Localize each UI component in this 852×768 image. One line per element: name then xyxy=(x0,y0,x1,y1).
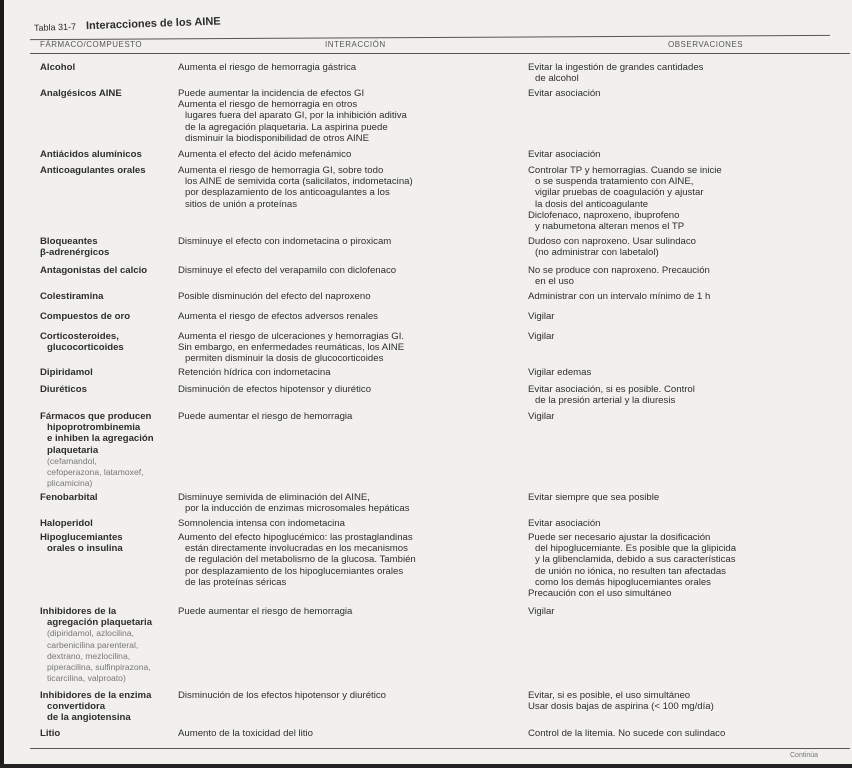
observations-cell xyxy=(528,384,695,406)
cell-line: Hipoglucemiantes xyxy=(40,532,123,543)
cell-line: Disminuye el efecto del verapamilo con diclofenaco xyxy=(178,265,397,276)
drug-cell xyxy=(40,291,103,302)
interaction-cell xyxy=(178,165,413,210)
scan-left-edge xyxy=(0,0,4,768)
observations-cell xyxy=(528,265,710,287)
cell-line: Diclofenaco, naproxeno, ibuprofeno xyxy=(528,209,680,221)
scan-bottom-edge xyxy=(0,764,852,768)
drug-cell xyxy=(40,728,60,739)
drug-cell xyxy=(40,88,122,99)
cell-line: piperacilina, sulfinpirazona, xyxy=(47,662,151,673)
drug-cell xyxy=(40,236,109,258)
cell-line: Evitar asociación xyxy=(528,518,601,529)
table-title-text: Interacciones de los AINE xyxy=(85,15,221,33)
cell-line: Fármacos que producen xyxy=(40,411,152,422)
cell-line: Haloperidol xyxy=(40,518,93,529)
drug-cell xyxy=(40,606,152,684)
observations-cell xyxy=(528,311,555,322)
cell-line: de alcohol xyxy=(535,73,579,85)
header-observations: OBSERVACIONES xyxy=(668,40,744,49)
cell-line: Precaución con el uso simultáneo xyxy=(528,588,672,600)
cell-line: de la presión arterial y la diuresis xyxy=(535,395,676,407)
cell-line: Vigilar xyxy=(528,411,555,422)
drug-cell xyxy=(40,384,87,395)
cell-line: de regulación del metabolismo de la glucosa. También xyxy=(185,554,416,566)
observations-cell xyxy=(528,606,555,617)
cell-line: los AINE de semivida corta (salicilatos, indometacina) xyxy=(185,176,413,188)
observations-cell xyxy=(528,88,601,99)
cell-line: Disminución de efectos hipotensor y diurético xyxy=(178,384,372,395)
cell-line: permiten disminuir la dosis de glucocorticoides xyxy=(185,353,384,365)
cell-line: Inhibidores de la enzima xyxy=(40,690,152,701)
cell-line: Dipiridamol xyxy=(40,367,93,378)
observations-cell xyxy=(528,62,703,84)
cell-line: cefoperazona, latamoxef, xyxy=(47,467,144,478)
drug-cell xyxy=(40,165,146,176)
cell-line: Corticosteroides, xyxy=(40,331,119,342)
cell-line: de la angiotensina xyxy=(47,712,131,724)
cell-line: Aumenta el riesgo de efectos adversos renales xyxy=(178,311,378,322)
drug-cell xyxy=(40,411,154,489)
interaction-cell xyxy=(178,411,352,422)
cell-line: e inhiben la agregación xyxy=(47,433,154,445)
interaction-cell xyxy=(178,532,416,588)
cell-line: Litio xyxy=(40,728,61,739)
cell-line: están directamente involucradas en los mecanismos xyxy=(185,543,408,555)
cell-line: Inhibidores de la xyxy=(40,606,117,617)
cell-line: lugares fuera del aparato GI, por la inhibición aditiva xyxy=(185,110,407,122)
drug-cell xyxy=(40,690,151,724)
table-title xyxy=(34,15,221,34)
cell-line: Disminuye semivida de eliminación del AINE, xyxy=(178,492,370,503)
cell-line: Aumenta el riesgo de hemorragia en otros xyxy=(178,99,358,111)
cell-line: convertidora xyxy=(47,701,106,713)
drug-cell xyxy=(40,532,123,554)
cell-line: como los demás hipoglucemiantes orales xyxy=(535,576,711,588)
observations-cell xyxy=(528,331,555,342)
cell-line: Evitar asociación xyxy=(528,88,601,99)
cell-line: Puede ser necesario ajustar la dosificación xyxy=(528,532,711,543)
cell-line: Vigilar xyxy=(528,311,555,322)
cell-line: por desplazamiento de los anticoagulantes a los xyxy=(185,187,390,199)
cell-line: Sin embargo, en enfermedades reumáticas, los AINE xyxy=(178,342,405,354)
cell-line: Disminución de los efectos hipotensor y diurético xyxy=(178,690,386,701)
cell-line: Aumenta el riesgo de hemorragia GI, sobre todo xyxy=(178,165,384,176)
cell-line: por desplazamiento de los hipoglucemiantes orales xyxy=(185,565,404,577)
cell-line: Vigilar xyxy=(528,606,555,617)
cell-line: Antiácidos alumínicos xyxy=(40,149,142,160)
cell-line: por la inducción de enzimas microsomales hepáticas xyxy=(185,503,410,515)
bottom-rule xyxy=(30,748,850,749)
cell-line: del hipoglucemiante. Es posible que la glipicida xyxy=(535,543,737,555)
cell-line: glucocorticoides xyxy=(47,342,124,354)
cell-line: (cefamandol, xyxy=(47,455,97,466)
header-rule xyxy=(30,53,850,54)
cell-line: Alcohol xyxy=(40,62,76,73)
cell-line: en el uso xyxy=(535,276,574,288)
interaction-cell xyxy=(178,492,410,514)
observations-cell xyxy=(528,492,659,503)
observations-cell xyxy=(528,690,714,712)
cell-line: Aumento de la toxicidad del litio xyxy=(178,728,313,739)
cell-line: Puede aumentar la incidencia de efectos GI xyxy=(178,88,365,99)
cell-line: Dudoso con naproxeno. Usar sulindaco xyxy=(528,236,696,247)
cell-line: sitios de unión a proteínas xyxy=(185,198,298,210)
cell-line: la dosis del anticoagulante xyxy=(535,198,649,210)
interaction-cell xyxy=(178,265,396,276)
cell-line: Aumenta el efecto del ácido mefenámico xyxy=(178,149,352,160)
observations-cell xyxy=(528,518,601,529)
cell-line: Anticoagulantes orales xyxy=(40,165,146,176)
cell-line: Retención hídrica con indometacina xyxy=(178,367,331,378)
cell-line: Evitar asociación, si es posible. Control xyxy=(528,384,695,395)
observations-cell xyxy=(528,291,710,302)
cell-line: Controlar TP y hemorragias. Cuando se inicie xyxy=(528,165,722,176)
header-interaction: INTERACCIÓN xyxy=(325,40,386,49)
cell-line: Puede aumentar el riesgo de hemorragia xyxy=(178,606,353,617)
interaction-cell xyxy=(178,62,356,73)
cell-line: Colestiramina xyxy=(40,291,104,302)
drug-cell xyxy=(40,265,147,276)
interaction-cell xyxy=(178,367,331,378)
cell-line: Vigilar edemas xyxy=(528,367,592,378)
cell-line: plaquetaria xyxy=(47,444,99,456)
cell-line: dextrano, mezlocilina, xyxy=(47,650,131,661)
cell-line: Posible disminución del efecto del naproxeno xyxy=(178,291,371,302)
cell-line: No se produce con naproxeno. Precaución xyxy=(528,265,710,276)
observations-cell xyxy=(528,367,591,378)
interaction-cell xyxy=(178,149,351,160)
cell-line: o se suspenda tratamiento con AINE, xyxy=(535,176,694,188)
cell-line: carbenicilina parenteral, xyxy=(47,639,139,650)
cell-line: de la agregación plaquetaria. La aspirina puede xyxy=(185,121,388,133)
cell-line: Evitar siempre que sea posible xyxy=(528,492,660,503)
cell-line: Compuestos de oro xyxy=(40,311,131,322)
interaction-cell xyxy=(178,728,313,739)
interaction-cell xyxy=(178,331,404,365)
cell-line: Puede aumentar el riesgo de hemorragia xyxy=(178,411,353,422)
observations-cell xyxy=(528,236,696,258)
cell-line: Control de la litemia. No sucede con sulindaco xyxy=(528,728,726,739)
interaction-cell xyxy=(178,311,378,322)
drug-cell xyxy=(40,367,93,378)
cell-line: orales o insulina xyxy=(47,543,123,555)
cell-line: Bloqueantes xyxy=(40,236,98,247)
observations-cell xyxy=(528,149,601,160)
observations-cell xyxy=(528,165,722,232)
cell-line: Administrar con un intervalo mínimo de 1 h xyxy=(528,291,711,302)
observations-cell xyxy=(528,411,555,422)
cell-line: Diuréticos xyxy=(40,384,87,395)
cell-line: (dipiridamol, azlocilina, xyxy=(47,628,134,639)
interaction-cell xyxy=(178,384,371,395)
cell-line: de las proteínas séricas xyxy=(185,576,287,588)
cell-line: plicamicina) xyxy=(47,478,93,489)
cell-line: disminuir la biodisponibilidad de otros AINE xyxy=(185,132,369,144)
drug-cell xyxy=(40,149,142,160)
header-drug: FÁRMACO/COMPUESTO xyxy=(40,40,143,49)
drug-cell xyxy=(40,331,124,353)
drug-cell xyxy=(40,62,75,73)
cell-line: ticarcilina, valproato) xyxy=(47,673,126,684)
cell-line: Evitar asociación xyxy=(528,149,601,160)
cell-line: Aumenta el riesgo de hemorragia gástrica xyxy=(178,62,357,73)
cell-line: β-adrenérgicos xyxy=(40,247,110,259)
interaction-cell xyxy=(178,518,345,529)
cell-line: (no administrar con labetalol) xyxy=(535,247,659,259)
cell-line: y la glibenclamida, debido a sus características xyxy=(535,554,736,566)
cell-line: y nabumetona alteran menos el TP xyxy=(535,221,685,233)
observations-cell xyxy=(528,728,725,739)
cell-line: Somnolencia intensa con indometacina xyxy=(178,518,345,529)
cell-line: Evitar la ingestión de grandes cantidades xyxy=(528,62,704,73)
cell-line: Disminuye el efecto con indometacina o piroxicam xyxy=(178,236,392,247)
interaction-cell xyxy=(178,606,352,617)
cell-line: Aumento del efecto hipoglucémico: las prostaglandinas xyxy=(178,532,413,543)
cell-line: hipoprotrombinemia xyxy=(47,422,141,434)
cell-line: Fenobarbital xyxy=(40,492,98,503)
continued-label: Continúa xyxy=(790,752,819,759)
interaction-cell xyxy=(178,690,386,701)
drug-cell xyxy=(40,492,98,503)
interaction-cell xyxy=(178,291,371,302)
drug-cell xyxy=(40,311,130,322)
cell-line: Vigilar xyxy=(528,331,555,342)
cell-line: vigilar pruebas de coagulación y ajustar xyxy=(535,187,704,199)
table-number: Tabla 31-7 xyxy=(33,21,77,33)
cell-line: Antagonistas del calcio xyxy=(40,265,148,276)
cell-line: Aumenta el riesgo de ulceraciones y hemorragias GI. xyxy=(178,331,405,342)
interaction-cell xyxy=(178,236,391,247)
cell-line: agregación plaquetaria xyxy=(47,617,153,629)
cell-line: Analgésicos AINE xyxy=(40,88,122,99)
observations-cell xyxy=(528,532,736,599)
cell-line: Usar dosis bajas de aspirina (< 100 mg/día) xyxy=(528,701,714,713)
cell-line: Evitar, si es posible, el uso simultáneo xyxy=(528,690,691,701)
interaction-cell xyxy=(178,88,407,144)
cell-line: de unión no iónica, no resulten tan afectadas xyxy=(535,565,726,577)
drug-cell xyxy=(40,518,93,529)
